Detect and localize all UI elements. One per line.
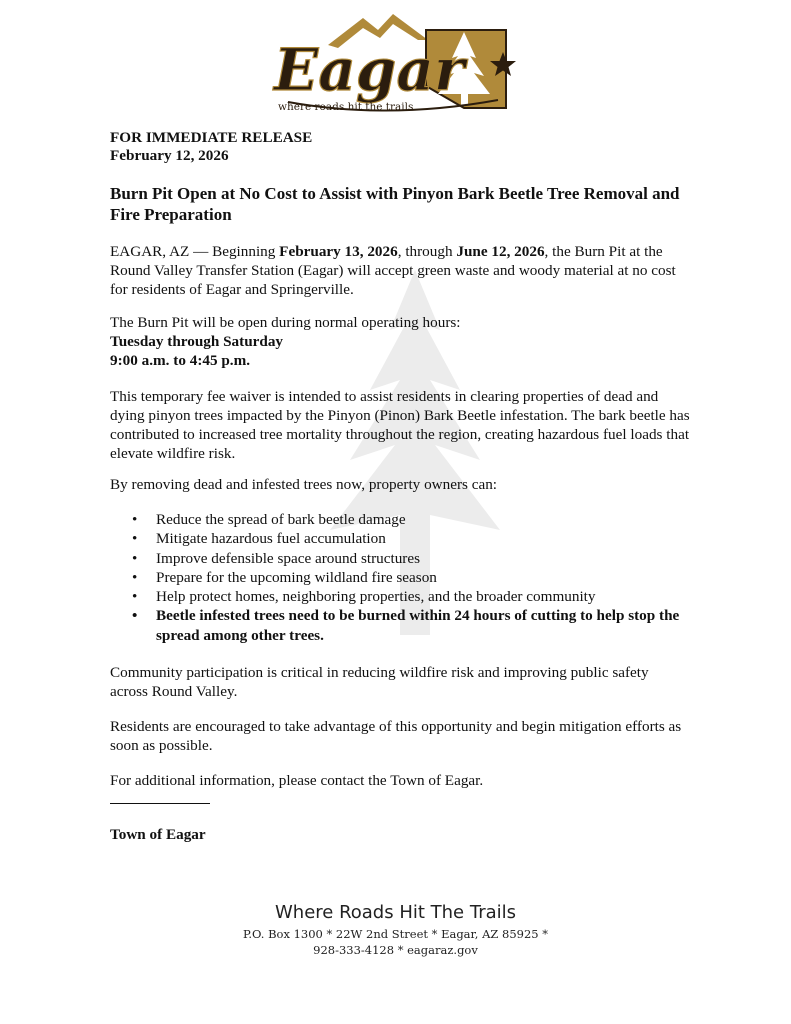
intro-suffix: , the Burn Pit at the Round Valley Transfer Station (Eagar) will accept green waste and woody material at no cost for residents of Eagar and Springerville. [110, 243, 676, 298]
hours-block [110, 313, 690, 370]
release-header [110, 129, 690, 165]
bullet-icon: • [132, 568, 138, 586]
community-paragraph: Community participation is critical in reducing wildfire risk and improving public safety across Round Valley. [110, 664, 649, 700]
hours-intro: The Burn Pit will be open during normal operating hours: [110, 314, 461, 331]
bullet-icon: • [132, 607, 138, 625]
contact-paragraph: For additional information, please contact the Town of Eagar. [110, 772, 484, 789]
footer-tagline: Where Roads Hit The Trails [274, 902, 517, 923]
intro-prefix: EAGAR, AZ — Beginning [110, 243, 280, 260]
logo-wordmark: Eagar [274, 36, 465, 104]
list-item: • Help protect homes, neighboring properties, and the broader community [132, 588, 596, 606]
logo-tagline: where roads hit the trails [278, 101, 414, 113]
footer-contact: 928-333-4128 * eagaraz.gov [313, 943, 478, 957]
waiver-paragraph: This temporary fee waiver is intended to assist residents in clearing properties of dead and dying pinyon trees impacted by the Pinyon (Pinon) Bark Beetle infestation. The bark beetle has contributed to increased tree mortality throughout the region, creating hazardous fuel loads that elevate wildfire risk. [110, 388, 690, 462]
hours-time: 9:00 a.m. to 4:45 p.m. [110, 352, 251, 369]
benefits-list [130, 510, 700, 645]
footer-address: P.O. Box 1300 * 22W 2nd Street * Eagar, AZ 85925 * [242, 927, 549, 941]
release-date: February 12, 2026 [110, 147, 229, 164]
eagar-logo [268, 10, 518, 128]
bullet-icon: • [132, 511, 138, 528]
list-item: • Mitigate hazardous fuel accumulation [132, 530, 386, 548]
residents-paragraph: Residents are encouraged to take advantage of this opportunity and begin mitigation efforts as soon as possible. [110, 718, 682, 754]
bullet-icon: • [132, 549, 138, 567]
list-item: • Improve defensible space around structures [132, 549, 420, 567]
release-label: FOR IMMEDIATE RELEASE [110, 129, 313, 146]
signature: Town of Eagar [110, 826, 206, 843]
start-date: February 13, 2026 [279, 243, 398, 260]
list-item-emphasis: • Beetle infested trees need to be burned within 24 hours of cutting to help stop the spread among other trees. [132, 607, 680, 644]
intro-middle: , through [397, 243, 457, 260]
list-item: • Reduce the spread of bark beetle damage [132, 511, 406, 528]
hours-days: Tuesday through Saturday [110, 333, 284, 350]
signature-divider [110, 803, 210, 804]
removal-intro: By removing dead and infested trees now, property owners can: [110, 476, 498, 493]
bullet-icon: • [132, 588, 138, 606]
headline: Burn Pit Open at No Cost to Assist with Pinyon Bark Beetle Tree Removal and Fire Preparation [110, 184, 680, 224]
end-date: June 12, 2026 [456, 243, 545, 260]
bullet-icon: • [132, 530, 138, 548]
list-item: • Prepare for the upcoming wildland fire season [132, 568, 437, 586]
intro-paragraph [110, 242, 690, 299]
letterhead-footer [0, 900, 791, 958]
